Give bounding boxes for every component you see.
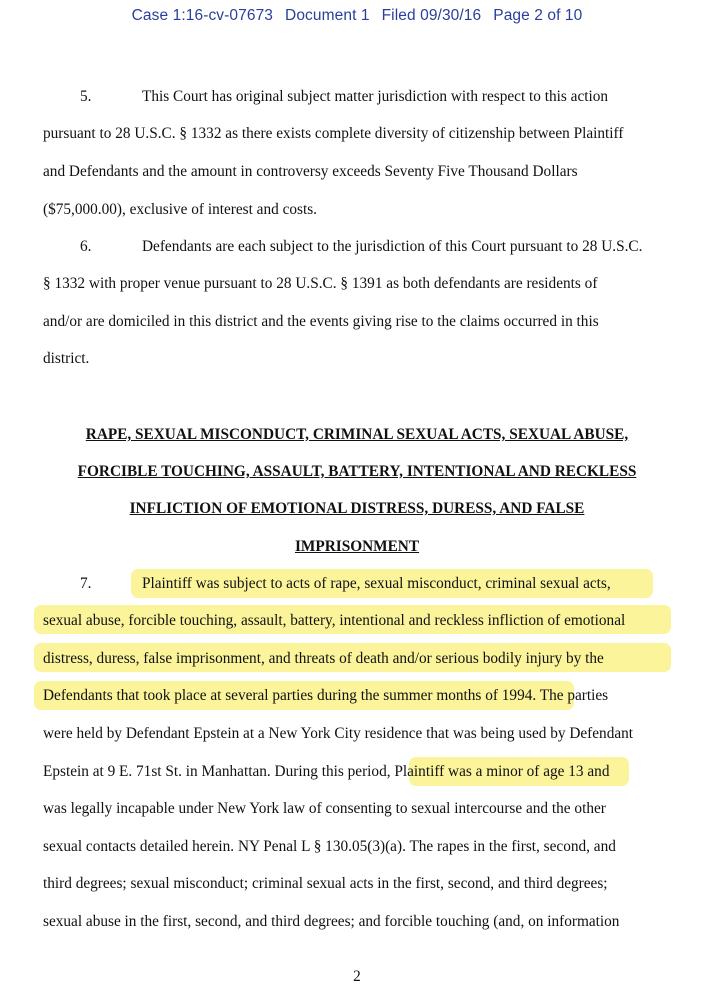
para-7-line-10: sexual abuse in the first, second, and third degrees; and forcible touching (and, on information bbox=[43, 913, 620, 930]
document-number: Document 1 bbox=[285, 7, 370, 24]
filing-header bbox=[0, 7, 714, 25]
para-7-line-4-rest: The parties bbox=[536, 687, 609, 704]
section-heading-line-4: IMPRISONMENT bbox=[294, 538, 420, 555]
para-7-line-2: sexual abuse, forcible touching, assault, battery, intentional and reckless infliction of emotional bbox=[43, 612, 626, 629]
para-7-line-6-end: and bbox=[583, 763, 610, 780]
para-7-line-5: were held by Defendant Epstein at a New York City residence that was being used by Defendant bbox=[43, 725, 634, 742]
para-6-line-3: and/or are domiciled in this district and the events giving rise to the claims occurred in this bbox=[43, 313, 599, 330]
para-5-line-1: This Court has original subject matter jurisdiction with respect to this action bbox=[142, 88, 609, 105]
section-heading-line-1: RAPE, SEXUAL MISCONDUCT, CRIMINAL SEXUAL ACTS, SEXUAL ABUSE, bbox=[85, 426, 629, 443]
para-7-line-7: was legally incapable under New York law of consenting to sexual intercourse and the other bbox=[43, 800, 606, 817]
para-7-line-3: distress, duress, false imprisonment, and threats of death and/or serious bodily injury by the bbox=[43, 650, 604, 667]
case-number: Case 1:16-cv-07673 bbox=[131, 7, 274, 24]
para-6-line-4: district. bbox=[43, 350, 90, 367]
page-number: 2 bbox=[353, 968, 361, 985]
section-heading-line-3: INFLICTION OF EMOTIONAL DISTRESS, DURESS, AND FALSE bbox=[129, 500, 585, 517]
para-7-line-9: third degrees; sexual misconduct; criminal sexual acts in the first, second, and third degrees; bbox=[43, 875, 608, 892]
para-7-line-6 bbox=[43, 761, 609, 783]
para-7-line-4 bbox=[43, 685, 608, 707]
section-heading-line-2: FORCIBLE TOUCHING, ASSAULT, BATTERY, INTENTIONAL AND RECKLESS bbox=[77, 463, 637, 480]
para-7-number: 7. bbox=[80, 575, 92, 592]
para-5-line-2: pursuant to 28 U.S.C. § 1332 as there exists complete diversity of citizenship between Plaintiff bbox=[43, 125, 624, 142]
para-7-line-1: Plaintiff was subject to acts of rape, sexual misconduct, criminal sexual acts, bbox=[142, 575, 611, 592]
para-7-line-6-start: Epstein at 9 E. 71st St. in Manhattan. During this perio bbox=[43, 763, 380, 780]
para-6-number: 6. bbox=[80, 238, 92, 255]
para-7-line-8: sexual contacts detailed herein. NY Penal L § 130.05(3)(a). The rapes in the first, second, and bbox=[43, 838, 616, 855]
para-7-line-6-highlighted: d, Plaintiff was a minor of age 13 bbox=[379, 763, 584, 780]
para-5-number: 5. bbox=[80, 88, 92, 105]
para-5-line-3: and Defendants and the amount in controversy exceeds Seventy Five Thousand Dollars bbox=[43, 163, 578, 180]
para-6-line-2: § 1332 with proper venue pursuant to 28 U.S.C. § 1391 as both defendants are residents of bbox=[43, 275, 598, 292]
para-7-line-4-highlighted: Defendants that took place at several parties during the summer months of 1994. bbox=[43, 687, 537, 704]
page-count: Page 2 of 10 bbox=[493, 7, 583, 24]
filed-date: Filed 09/30/16 bbox=[381, 7, 482, 24]
para-5-line-4: ($75,000.00), exclusive of interest and costs. bbox=[43, 201, 318, 218]
para-6-line-1: Defendants are each subject to the jurisdiction of this Court pursuant to 28 U.S.C. bbox=[142, 238, 643, 255]
